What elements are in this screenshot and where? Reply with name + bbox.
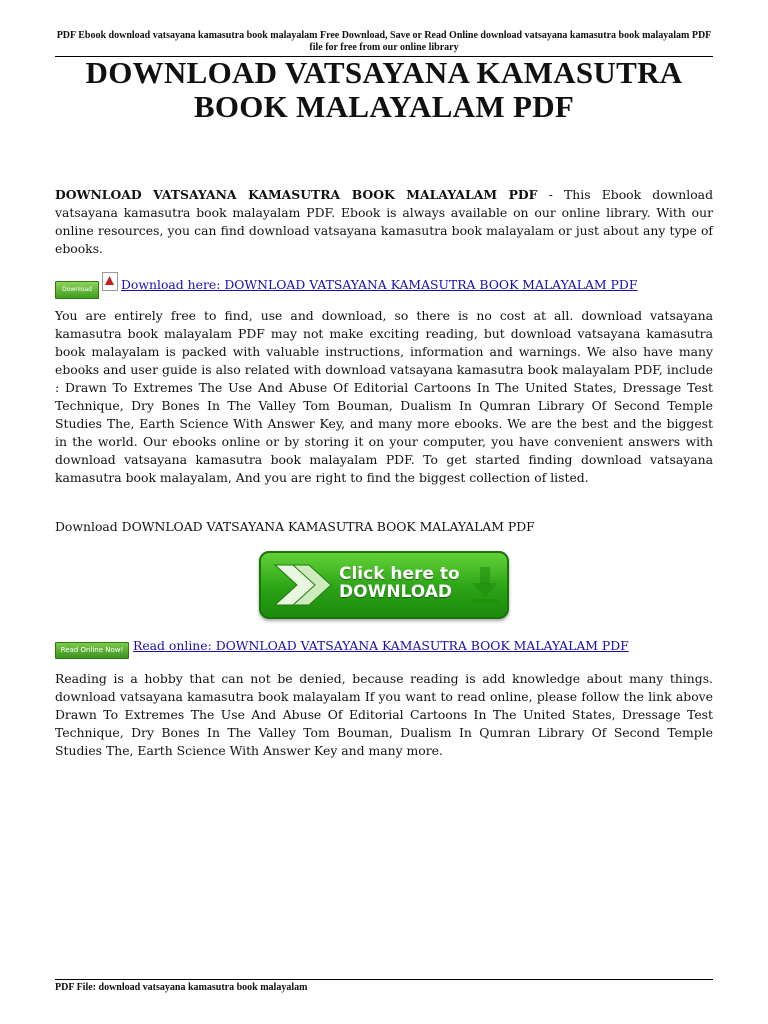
download-button-icon[interactable]: Download	[55, 281, 99, 299]
page-footer: PDF File: download vatsayana kamasutra book malayalam	[55, 979, 713, 994]
download-arrow-icon	[469, 565, 501, 605]
download-button-line-1: Click here to	[339, 564, 460, 584]
download-button-line-2: DOWNLOAD	[339, 582, 453, 602]
download-link-row	[55, 272, 637, 299]
body-paragraph-3: Reading is a hobby that can not be denied, because reading is add knowledge about many things. download vatsayana kamasutra book malayalam If you want to read online, please follow the link above Drawn To Extremes The Use And Abuse Of Editorial Cartoons In The United States, Dressage Test Technique, Dry Bones In The Valley Tom Bouman, Dualism In Qumran Library Of Second Temple Studies The, Earth Science With Answer Key and many more.	[55, 671, 713, 758]
click-here-to-download-button[interactable]	[259, 551, 509, 619]
intro-paragraph	[55, 186, 713, 258]
download-here-link[interactable]: Download here: DOWNLOAD VATSAYANA KAMASUTRA BOOK MALAYALAM PDF	[121, 277, 638, 292]
intro-bold: DOWNLOAD VATSAYANA KAMASUTRA BOOK MALAYALAM PDF	[55, 187, 538, 202]
title-line-2: BOOK MALAYALAM PDF	[193, 89, 575, 124]
body-paragraph-2: You are entirely free to find, use and download, so there is no cost at all. download vatsayana kamasutra book malayalam PDF may not make exciting reading, but download vatsayana kamasutra book malayalam is packed with valuable instructions, information and warnings. We also have many ebooks and user guide is also related with download vatsayana kamasutra book malayalam PDF, include : Drawn To Extremes The Use And Abuse Of Editorial Cartoons In The United States, Dressage Test Technique, Dry Bones In The Valley Tom Bouman, Dualism In Qumran Library Of Second Temple Studies The, Earth Science With Answer Key, and many more ebooks. We are the best and the biggest in the world. Our ebooks online or by storing it on your computer, you have convenient answers with download vatsayana kamasutra book malayalam PDF. To get started finding download vatsayana kamasutra book malayalam, And you are right to find the biggest collection of listed.	[55, 308, 713, 485]
intro-text: - This Ebook download vatsayana kamasutra book malayalam PDF. Ebook is always available on our online library. With our online resources, you can find download vatsayana kamasutra book malayalam or just about any type of ebooks.	[55, 187, 714, 256]
read-online-button[interactable]: Read Online Now!	[55, 642, 129, 659]
page-title	[55, 56, 713, 124]
pdf-file-icon	[102, 272, 118, 291]
read-online-row	[55, 637, 629, 659]
title-line-1: DOWNLOAD VATSAYANA KAMASUTRA	[85, 55, 683, 90]
download-button-label	[339, 565, 469, 601]
page-header: PDF Ebook download vatsayana kamasutra book malayalam Free Download, Save or Read Online download vatsayana kamasutra book malayalam PDF file for free from our online library	[55, 30, 713, 57]
read-online-link[interactable]: Read online: DOWNLOAD VATSAYANA KAMASUTRA BOOK MALAYALAM PDF	[133, 638, 629, 653]
download-line: Download DOWNLOAD VATSAYANA KAMASUTRA BOOK MALAYALAM PDF	[55, 519, 535, 534]
chevrons-right-icon	[273, 563, 333, 607]
